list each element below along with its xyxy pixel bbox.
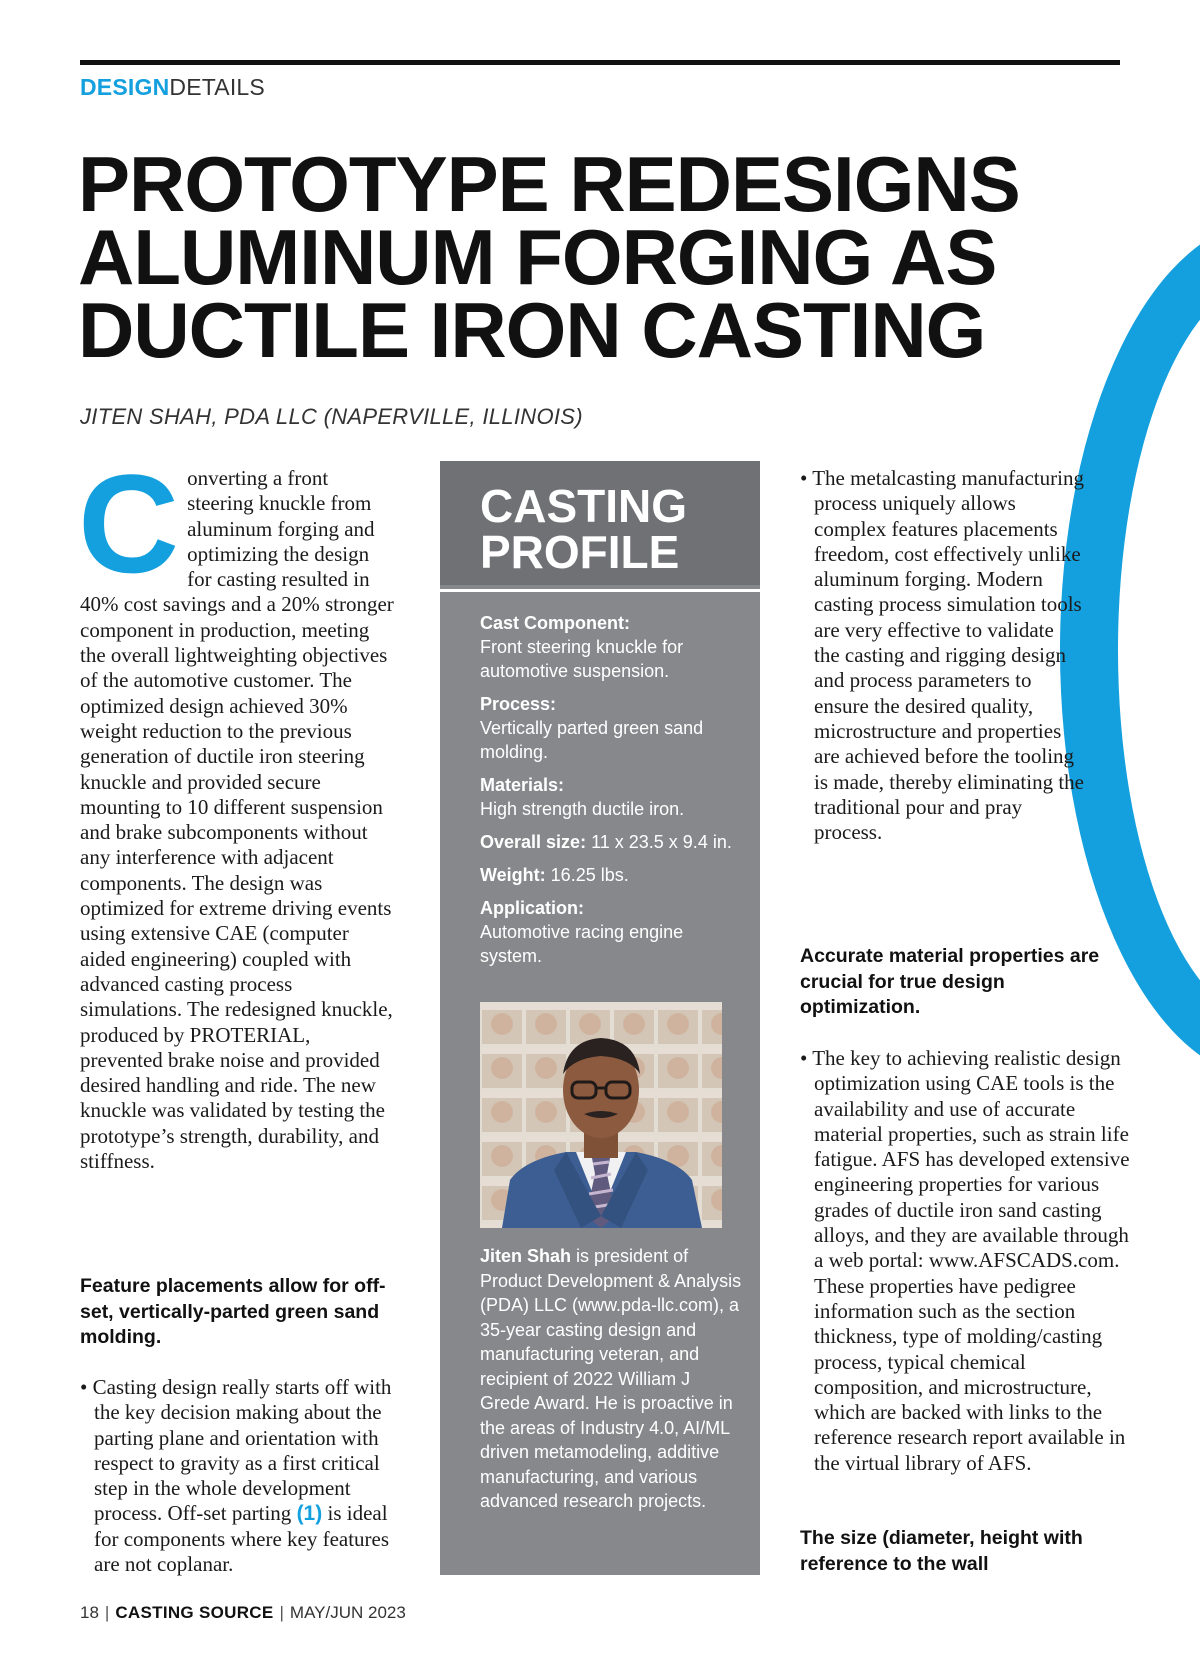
field-overall-size [480, 830, 750, 854]
field-value: Vertically parted green sand molding. [480, 718, 704, 762]
footer-separator: | [104, 1603, 110, 1622]
field-weight [480, 863, 750, 887]
section-label [80, 74, 265, 101]
intro-text: onverting a front steering knuckle from aluminum forging and optimizing the design for casting resulted in 40% cost savings and a 20% stronger component in production, meeting the overall lightweighting objectives of the automotive customer. The optimized design achieved 30% weight reduction to the previous generation of ductile iron steering knuckle and provided secure mounting to 10 different suspension and brake subcomponents without any interference with adjacent components. The design was optimized for extreme driving events using extensive CAE (computer aided engineering) coupled with advanced casting process simulations. The redesigned knuckle, produced by PROTERIAL, prevented brake noise and provided desired handling and ride. The new knuckle was validated by testing the prototype’s strength, durability, and stiffness. [80, 466, 394, 1174]
field-value: 11 x 23.5 x 9.4 in. [591, 832, 732, 852]
headline-line-2: ALUMINUM FORGING AS [78, 213, 997, 301]
issue-date: MAY/JUN 2023 [289, 1603, 406, 1622]
field-process [480, 692, 750, 764]
field-application [480, 896, 750, 968]
field-label: Materials: [480, 775, 565, 795]
subhead-material-properties: Accurate material properties are crucial for true design optimization. [800, 945, 1100, 1018]
field-value: 16.25 lbs. [550, 865, 629, 885]
drop-cap: C [78, 445, 180, 602]
headline-line-1: PROTOTYPE REDESIGNS [78, 140, 1020, 228]
author-bio [480, 1244, 742, 1514]
profile-fields [480, 611, 750, 977]
article-headline [78, 140, 1078, 374]
bullet-design-optimization: • The key to achieving realistic design optimization using CAE tools is the availability and use of accurate material properties, such as strain life fatigue. AFS has developed extensive engineering properties for various grades of ductile iron sand casting alloys, and they are available through a web portal: www.AFSCADS.com. These properties have pedigree information such as the section thickness, type of molding/casting process, typical chemical composition, and microstructure, which are backed with links to the reference research report available in the virtual library of AFS. [800, 1046, 1130, 1475]
casting-profile-sidebar [440, 461, 760, 1575]
subhead-size: The size (diameter, height with reference to the wall [800, 1527, 1083, 1575]
publication-name: CASTING SOURCE [115, 1603, 274, 1622]
footer-separator: | [279, 1603, 284, 1622]
bullet1-text-after: is ideal for components where key features are not coplanar. [94, 1501, 390, 1577]
field-label: Process: [480, 694, 557, 714]
field-label: Overall size: [480, 832, 587, 852]
field-value: Front steering knuckle for automotive suspension. [480, 637, 684, 681]
section-label-strong: DESIGN [80, 74, 170, 100]
headline-line-3: DUCTILE IRON CASTING [78, 286, 986, 374]
bullet-parting-plane [80, 1375, 412, 1577]
author-portrait-illustration [480, 1002, 722, 1228]
field-cast-component [480, 611, 750, 683]
page-footer [80, 1603, 406, 1623]
intro-paragraph [78, 445, 398, 1174]
field-label: Weight: [480, 865, 546, 885]
page-number: 18 [80, 1603, 99, 1622]
figure-reference: (1) [296, 1502, 323, 1526]
subhead-feature-placements: Feature placements allow for off-set, vertically-parted green sand molding. [80, 1275, 386, 1348]
bullet-metalcasting-process: • The metalcasting manufacturing process uniquely allows complex features placements freedom, cost effectively unlike aluminum forging. Modern casting process simulation tools are very effective to validate the casting and rigging design and process parameters to ensure the desired quality, microstructure and properties are achieved before the tooling is made, thereby eliminating the traditional pour and pray process. [800, 466, 1085, 845]
section-label-light: DETAILS [169, 74, 265, 100]
top-rule [80, 60, 1120, 65]
intro-column [78, 445, 398, 1174]
field-value: Automotive racing engine system. [480, 922, 684, 966]
field-label: Cast Component: [480, 613, 630, 633]
field-label: Application: [480, 898, 584, 918]
sidebar-title-line-1: CASTING [480, 480, 687, 532]
field-value: High strength ductile iron. [480, 799, 685, 819]
sidebar-divider [440, 589, 760, 592]
sidebar-title-line-2: PROFILE [480, 526, 680, 578]
author-name: Jiten Shah [480, 1246, 572, 1266]
author-photo [480, 1002, 722, 1228]
sidebar-title [480, 480, 687, 578]
field-materials [480, 773, 750, 821]
sidebar-title-box [440, 461, 760, 585]
bullet1-text-before: • Casting design really starts off with the key decision making about the parting plane and orientation with respect to gravity as a first critical step in the whole development process. Off-set parting [80, 1375, 392, 1526]
byline: JITEN SHAH, PDA LLC (NAPERVILLE, ILLINOIS) [80, 404, 583, 429]
author-bio-text: is president of Product Development & Analysis (PDA) LLC (www.pda-llc.com), a 35-year casting design and manufacturing veteran, and recipient of 2022 William J Grede Award. He is proactive in the areas of Industry 4.0, AI/ML driven metamodeling, additive manufacturing, and various advanced research projects. [480, 1246, 742, 1511]
